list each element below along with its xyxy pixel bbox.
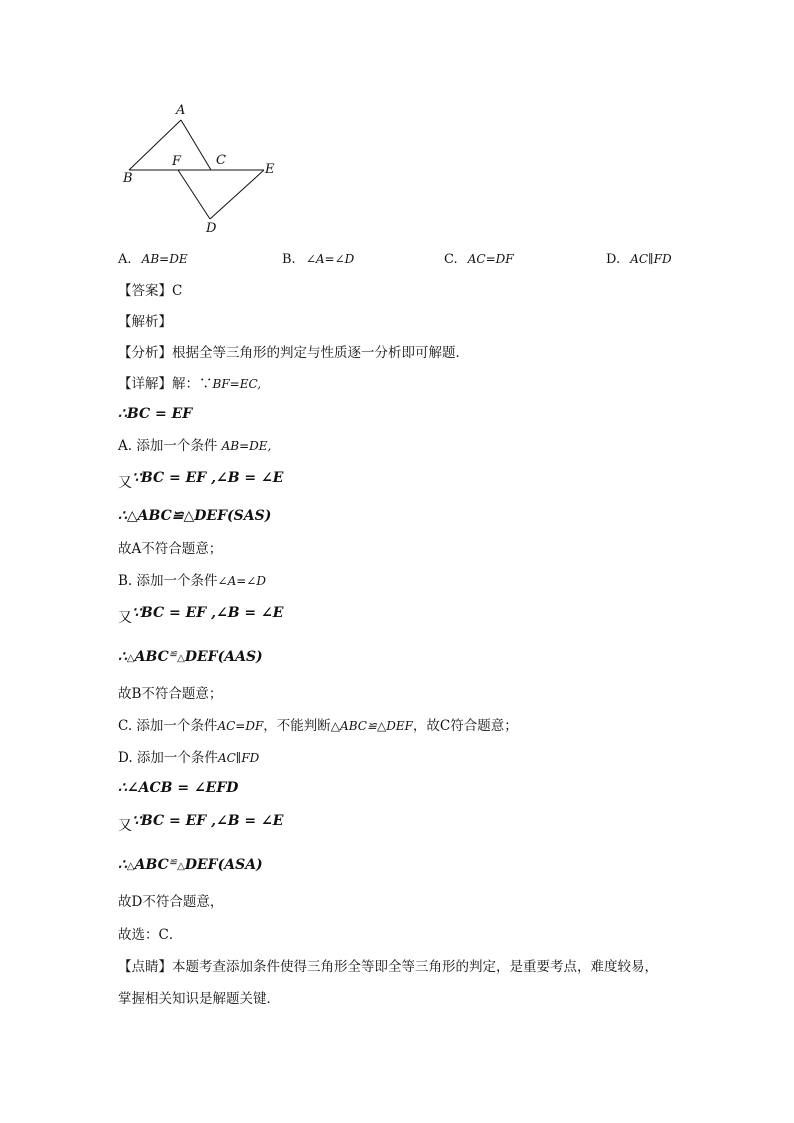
dianjing-text1: 本题考查添加条件使得三角形全等即全等三角形的判定，是重要考点，难度较易， bbox=[172, 959, 658, 975]
fenxi-line bbox=[118, 344, 469, 362]
case-d-conclusion bbox=[118, 856, 263, 876]
because-symbol: ∵ bbox=[199, 376, 213, 392]
case-a-you: 又 bbox=[118, 475, 132, 491]
segment-fd bbox=[178, 170, 210, 219]
case-b-tri2: △ bbox=[177, 653, 185, 664]
figure-svg bbox=[112, 98, 302, 240]
case-d-tri1: △ bbox=[126, 861, 135, 872]
case-a-eq bbox=[118, 469, 284, 491]
label-e: E bbox=[265, 162, 275, 177]
option-c-content: AC=DF bbox=[467, 252, 514, 266]
case-b-tri1: △ bbox=[126, 653, 135, 664]
case-d-head-text: D. 添加一个条件 bbox=[118, 750, 218, 766]
case-d-reason: (ASA) bbox=[217, 857, 263, 873]
case-a-result: 故A不符合题意； bbox=[118, 541, 223, 557]
case-d-cond: AC∥FD bbox=[217, 751, 260, 765]
segment-ac bbox=[181, 120, 211, 170]
case-c-cond: AC=DF bbox=[217, 719, 264, 733]
case-c-line bbox=[118, 717, 518, 735]
case-b-abc: ABC bbox=[134, 649, 169, 665]
segment-de bbox=[210, 170, 264, 219]
case-c-tail: ，故C符合题意； bbox=[412, 718, 518, 734]
case-d-abc: ABC bbox=[134, 857, 169, 873]
xiangjie-line bbox=[118, 375, 261, 393]
case-a-conclusion: ∴△ABC≌△DEF(SAS) bbox=[118, 508, 272, 524]
label-c: C bbox=[216, 153, 226, 168]
case-b-reason: (AAS) bbox=[217, 649, 263, 665]
option-a bbox=[118, 252, 188, 267]
case-b-you: 又 bbox=[118, 610, 132, 626]
option-b-content: ∠A=∠D bbox=[305, 252, 355, 266]
step-bc-ef: ∴BC = EF bbox=[118, 406, 193, 422]
case-c-head-text: C. 添加一个条件 bbox=[118, 718, 218, 734]
xiangjie-tag: 【详解】 bbox=[118, 376, 172, 392]
option-b-letter: B. bbox=[282, 252, 296, 267]
label-b: B bbox=[123, 171, 133, 186]
case-d-cong: ≌ bbox=[168, 857, 178, 868]
option-d-content: AC∥FD bbox=[630, 252, 672, 266]
option-c-letter: C. bbox=[444, 252, 458, 267]
triangle-figure bbox=[112, 98, 302, 240]
choose-line: 故选：C． bbox=[118, 927, 183, 943]
case-b-eq-text: ∵BC = EF ,∠B = ∠E bbox=[132, 605, 284, 621]
dianjing-line1 bbox=[118, 958, 658, 976]
case-a-eq-text: ∵BC = EF ,∠B = ∠E bbox=[132, 470, 284, 486]
case-a-cond: AB=DE, bbox=[221, 439, 272, 453]
case-d-tri2: △ bbox=[177, 861, 185, 872]
case-a-head-text: A. 添加一个条件 bbox=[118, 438, 218, 454]
label-f: F bbox=[172, 154, 182, 169]
case-d-therefore: ∴ bbox=[118, 857, 127, 873]
case-d-def: DEF bbox=[184, 857, 218, 873]
case-d-eq1: ∴∠ACB = ∠EFD bbox=[118, 780, 239, 796]
label-d: D bbox=[206, 221, 217, 236]
label-a: A bbox=[176, 103, 186, 118]
case-d-eq2 bbox=[118, 812, 284, 834]
option-b bbox=[282, 252, 354, 267]
answer-tag: 【答案】 bbox=[118, 283, 172, 299]
case-a-head bbox=[118, 437, 271, 455]
case-b-cong: ≌ bbox=[168, 649, 178, 660]
fenxi-text: 根据全等三角形的判定与性质逐一分析即可解题． bbox=[172, 345, 469, 361]
case-b-def: DEF bbox=[184, 649, 218, 665]
case-c-tri: △ABC≌△DEF bbox=[330, 719, 413, 733]
case-b-eq bbox=[118, 604, 284, 626]
case-d-head bbox=[118, 749, 259, 767]
fenxi-tag: 【分析】 bbox=[118, 345, 172, 361]
case-b-cond: ∠A=∠D bbox=[217, 574, 266, 588]
case-d-eq2-text: ∵BC = EF ,∠B = ∠E bbox=[132, 813, 284, 829]
option-a-content: AB=DE bbox=[141, 252, 188, 266]
case-b-head-text: B. 添加一个条件 bbox=[118, 573, 218, 589]
case-d-result: 故D不符合题意， bbox=[118, 894, 224, 910]
case-b-result: 故B不符合题意； bbox=[118, 686, 223, 702]
option-d bbox=[606, 252, 672, 267]
xiangjie-cond: BF=EC, bbox=[212, 377, 262, 391]
dianjing-tag: 【点睛】 bbox=[118, 959, 172, 975]
case-b-conclusion bbox=[118, 648, 263, 668]
option-c bbox=[444, 252, 514, 267]
case-b-head bbox=[118, 572, 266, 590]
option-d-letter: D. bbox=[606, 252, 621, 267]
case-b-therefore: ∴ bbox=[118, 649, 127, 665]
case-c-mid: ，不能判断 bbox=[263, 718, 331, 734]
dianjing-line2: 掌握相关知识是解题关键． bbox=[118, 991, 280, 1007]
option-a-letter: A. bbox=[118, 252, 132, 267]
xiangjie-text: 解： bbox=[172, 376, 199, 392]
answer-line bbox=[118, 282, 182, 300]
jiexi-heading: 【解析】 bbox=[118, 314, 172, 330]
answer-value: C bbox=[172, 283, 183, 299]
case-d-you: 又 bbox=[118, 818, 132, 834]
